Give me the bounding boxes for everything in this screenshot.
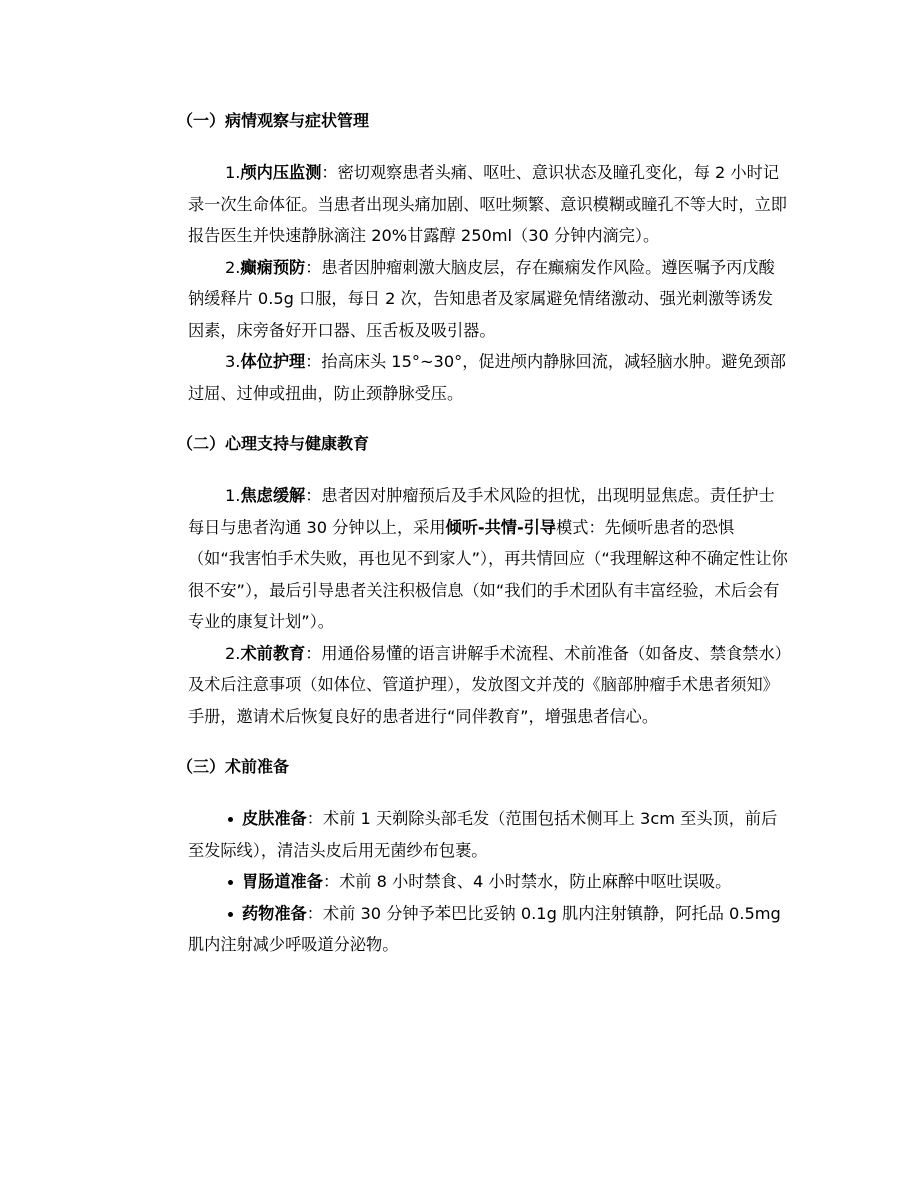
section-heading-3: （三）术前准备 — [177, 757, 290, 776]
item-term: 胃肠道准备 — [242, 872, 323, 891]
bullet-dot-icon — [228, 912, 233, 917]
bullet-dot-icon — [228, 817, 233, 822]
item-number: 1. — [225, 486, 241, 505]
item-text: ：患者因肿瘤刺激大脑皮层，存在癫痫发作风险。遵医嘱予丙戊酸钠缓释片 0.5g 口服，每日 2 次，告知患者及家属避免情绪激动、强光刺激等诱发因素，床旁备好开口器、压舌板及吸引器。 — [188, 257, 775, 340]
item-term: 药物准备 — [242, 903, 307, 923]
item-number: 2. — [225, 257, 241, 277]
bullet-dot-icon — [228, 880, 233, 885]
item-term: 术前教育 — [240, 643, 306, 663]
bullet-gastrointestinal-preparation — [188, 866, 788, 898]
item-text: ：术前 30 分钟予苯巴比妥钠 0.1g 肌内注射镇静，阿托品 0.5mg 肌内注射减少呼吸道分泌物。 — [188, 903, 781, 954]
item-term: 焦虑缓解 — [240, 486, 306, 505]
bullet-medication-preparation — [188, 898, 788, 961]
item-number: 1. — [225, 163, 241, 182]
item-term: 颅内压监测 — [240, 163, 322, 182]
item-text: ：抬高床头 15°~30°，促进颅内静脉回流，减轻脑水肿。避免颈部过屈、过伸或扭曲，防止颈静脉受压。 — [188, 352, 786, 403]
paragraph-positioning-care — [188, 346, 788, 409]
paragraph-preoperative-education — [188, 638, 788, 733]
paragraph-anxiety-relief — [188, 480, 788, 638]
section-heading-1: （一）病情观察与症状管理 — [177, 111, 370, 130]
paragraph-epilepsy-prevention — [188, 252, 788, 347]
bullet-skin-preparation — [188, 803, 788, 866]
item-text: ：患者因对肿瘤预后及手术风险的担忧，出现明显焦虑。责任护士每日与患者沟通 30 分钟以上，采用 — [188, 486, 775, 537]
item-term: 癫痫预防 — [240, 257, 306, 277]
item-text: ：术前 1 天剃除头部毛发（范围包括术侧耳上 3cm 至头顶，前后至发际线），清洁头皮后用无菌纱布包裹。 — [188, 809, 778, 860]
item-text: ：用通俗易懂的语言讲解手术流程、术前准备（如备皮、禁食禁水）及术后注意事项（如体位、管道护理），发放图文并茂的《脑部肿瘤手术患者须知》手册，邀请术后恢复良好的患者进行“同伴教育”，增强患者信心。 — [188, 643, 783, 726]
item-term: 体位护理 — [240, 352, 306, 371]
item-text: ：术前 8 小时禁食、4 小时禁水，防止麻醉中呕吐误吸。 — [322, 872, 732, 891]
paragraph-intracranial-pressure — [188, 157, 788, 252]
item-number: 3. — [225, 352, 241, 371]
item-term: 皮肤准备 — [242, 809, 307, 828]
inline-bold-term: 倾听-共情-引导 — [445, 517, 557, 537]
item-number: 2. — [225, 643, 241, 663]
document-page — [177, 106, 788, 961]
section-heading-2: （二）心理支持与健康教育 — [177, 434, 370, 453]
item-text: 模式：先倾听患者的恐惧（如“我害怕手术失败，再也见不到家人”），再共情回应（“我理解这种不确定性让你很不安”），最后引导患者关注积极信息（如“我们的手术团队有丰富经验，术后会有专业的康复计划”）。 — [188, 517, 788, 631]
item-text: ：密切观察患者头痛、呕吐、意识状态及瞳孔变化，每 2 小时记录一次生命体征。当患者出现头痛加剧、呕吐频繁、意识模糊或瞳孔不等大时，立即报告医生并快速静脉滴注 20%甘露醇 250ml（30 分钟内滴完）。 — [188, 163, 787, 245]
